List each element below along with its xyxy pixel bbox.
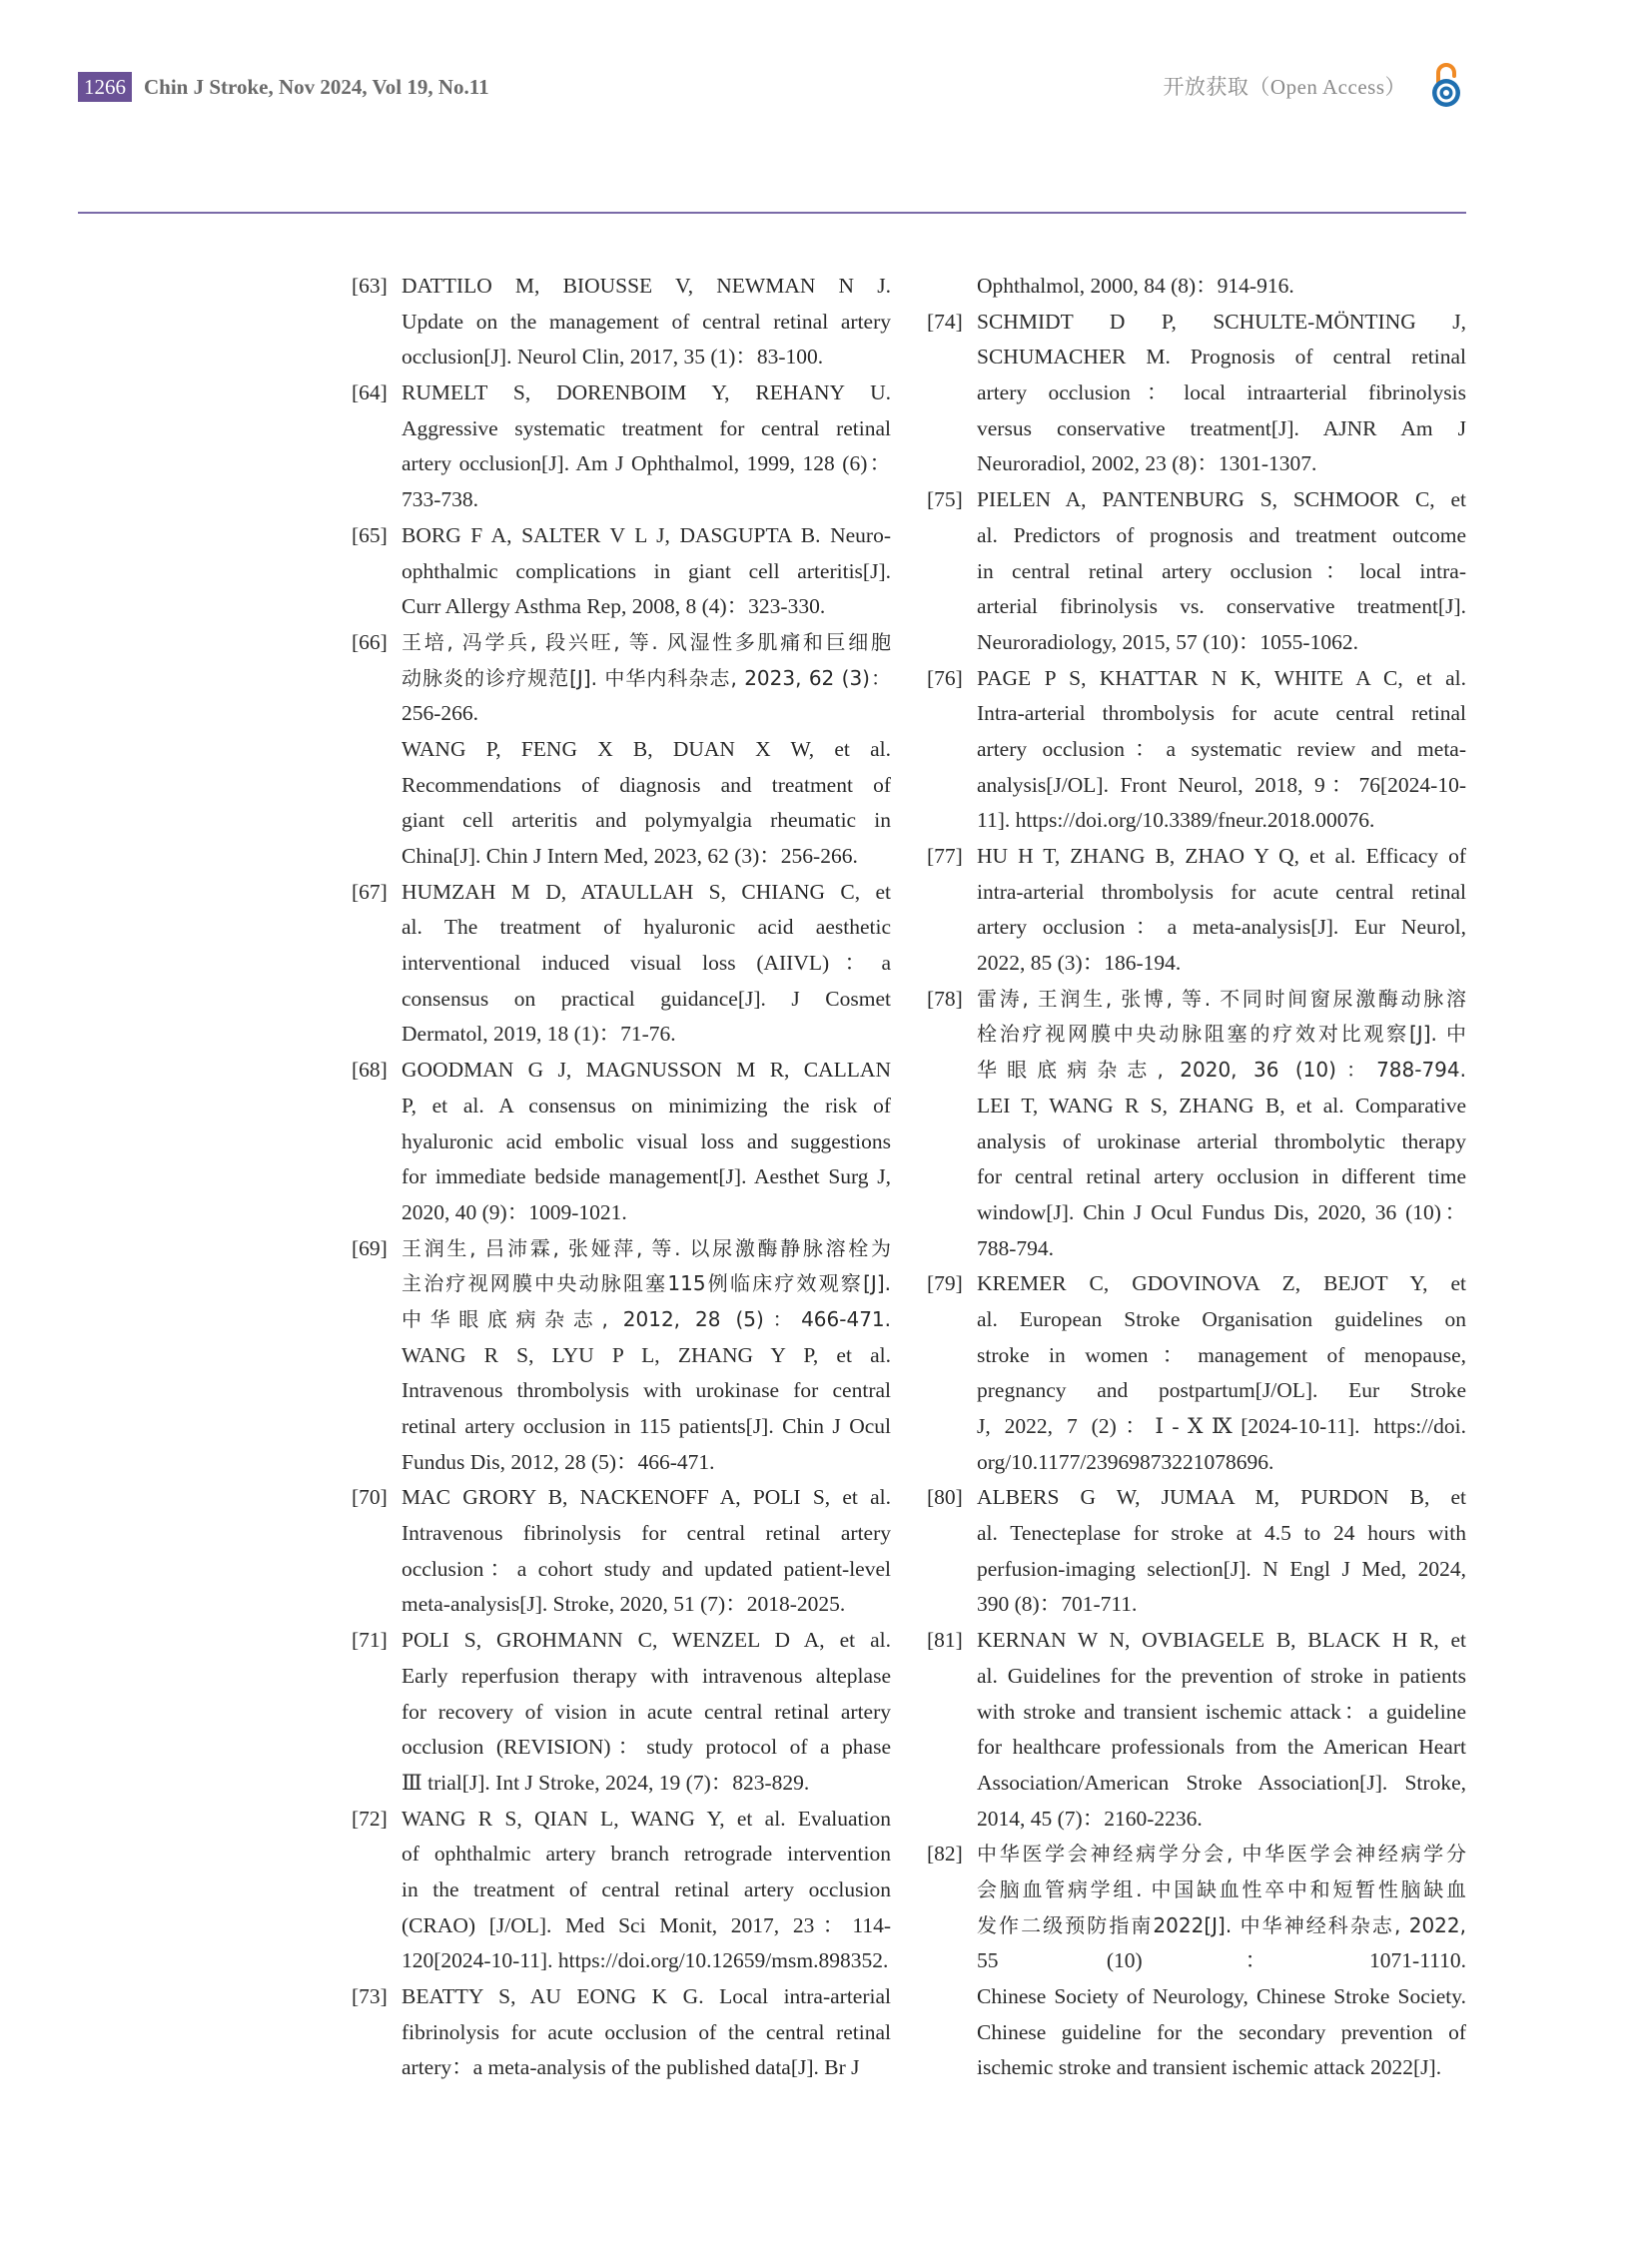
reference-number: [67] [352, 879, 388, 904]
reference-line: P, et al. A consensus on minimizing the risk of [402, 1093, 891, 1118]
reference-item [925, 1837, 1466, 2086]
reference-line: POLI S, GROHMANN C, WENZEL D A, et al. [402, 1628, 891, 1653]
reference-line: WANG R S, QIAN L, WANG Y, et al. Evaluation [402, 1806, 891, 1831]
reference-line: meta-analysis[J]. Stroke, 2020, 51 (7)：2018-2025. [402, 1592, 846, 1617]
reference-line: Intravenous fibrinolysis for central retinal artery [402, 1521, 891, 1546]
reference-line: (CRAO) [J/OL]. Med Sci Monit, 2017, 23：114- [402, 1912, 891, 1937]
reference-number: [72] [352, 1806, 388, 1831]
reference-item [925, 1266, 1466, 1480]
reference-line: al. Guidelines for the prevention of stroke in patients [977, 1663, 1466, 1688]
reference-line: ischemic stroke and transient ischemic attack 2022[J]. [977, 2055, 1442, 2080]
reference-line: analysis[J/OL]. Front Neurol, 2018, 9：76[2024-10- [977, 772, 1466, 797]
reference-line: al. European Stroke Organisation guidelines on [977, 1306, 1466, 1331]
reference-line: occlusion：a cohort study and updated patient-level [402, 1556, 891, 1581]
reference-line: Neuroradiol, 2002, 23 (8)：1301-1307. [977, 451, 1317, 476]
reference-number: [78] [927, 986, 963, 1011]
reference-line: artery occlusion[J]. Am J Ophthalmol, 1999, 128 (6)： [402, 451, 891, 476]
reference-line: KERNAN W N, OVBIAGELE B, BLACK H R, et [977, 1628, 1466, 1653]
reference-line: 主治疗视网膜中央动脉阻塞115例临床疗效观察[J]. [402, 1271, 891, 1296]
reference-line: Ophthalmol, 2000, 84 (8)：914-916. [977, 274, 1294, 298]
reference-number: [71] [352, 1628, 388, 1653]
reference-column-left [350, 269, 891, 2086]
reference-line: artery occlusion：a meta-analysis[J]. Eur Neurol, [977, 915, 1466, 940]
reference-item [350, 1623, 891, 1801]
reference-line: BEATTY S, AU EONG K G. Local intra-arterial [402, 1984, 891, 2008]
reference-line: in central retinal artery occlusion：local intra- [977, 558, 1466, 583]
reference-line: 王润生, 吕沛霖, 张娅萍, 等. 以尿激酶静脉溶栓为 [402, 1235, 891, 1260]
reference-line: 王培, 冯学兵, 段兴旺, 等. 风湿性多肌痛和巨细胞 [402, 629, 891, 654]
reference-item [925, 269, 1466, 305]
reference-line: in the treatment of central retinal artery occlusion [402, 1876, 891, 1901]
reference-number: [64] [352, 380, 388, 405]
reference-number: [80] [927, 1485, 963, 1510]
reference-line: arterial fibrinolysis vs. conservative treatment[J]. [977, 594, 1466, 619]
reference-line: Dermatol, 2019, 18 (1)：71-76. [402, 1022, 676, 1047]
reference-item [925, 982, 1466, 1267]
reference-item [350, 375, 891, 518]
reference-number: [79] [927, 1271, 963, 1296]
reference-line: org/10.1177/23969873221078696. [977, 1449, 1274, 1474]
reference-line: 中华眼底病杂志, 2012, 28 (5)：466-471. [402, 1306, 891, 1331]
reference-line: Update on the management of central retinal artery [402, 309, 891, 334]
reference-number: [73] [352, 1984, 388, 2008]
reference-line: occlusion (REVISION)：study protocol of a phase [402, 1735, 891, 1760]
reference-line: WANG P, FENG X B, DUAN X W, et al. [402, 736, 891, 761]
reference-item [925, 839, 1466, 982]
reference-line: al. Predictors of prognosis and treatment outcome [977, 522, 1466, 547]
reference-line: pregnancy and postpartum[J/OL]. Eur Stroke [977, 1378, 1466, 1403]
reference-line: WANG R S, LYU P L, ZHANG Y P, et al. [402, 1342, 891, 1367]
reference-line: RUMELT S, DORENBOIM Y, REHANY U. [402, 380, 891, 405]
page-number: 1266 [78, 72, 132, 102]
reference-line: for central retinal artery occlusion in different time [977, 1164, 1466, 1189]
reference-line: al. Tenecteplase for stroke at 4.5 to 24 hours with [977, 1521, 1466, 1546]
reference-line: Curr Allergy Asthma Rep, 2008, 8 (4)：323-330. [402, 594, 826, 619]
reference-number: [81] [927, 1628, 963, 1653]
reference-line: GOODMAN G J, MAGNUSSON M R, CALLAN [402, 1058, 891, 1083]
reference-number: [70] [352, 1485, 388, 1510]
reference-line: 动脉炎的诊疗规范[J]. 中华内科杂志, 2023, 62 (3)： [402, 665, 891, 690]
reference-line: LEI T, WANG R S, ZHANG B, et al. Comparative [977, 1093, 1466, 1118]
reference-line: stroke in women：management of menopause, [977, 1342, 1466, 1367]
reference-line: with stroke and transient ischemic attack：a guideline [977, 1699, 1466, 1724]
reference-line: DATTILO M, BIOUSSE V, NEWMAN N J. [402, 274, 891, 298]
reference-line: 256-266. [402, 701, 479, 726]
reference-item [925, 1480, 1466, 1623]
reference-line: artery：a meta-analysis of the published data[J]. Br J [402, 2055, 860, 2080]
reference-line: 2014, 45 (7)：2160-2236. [977, 1806, 1203, 1831]
reference-item [925, 1623, 1466, 1837]
reference-item [925, 482, 1466, 660]
reference-line: HUMZAH M D, ATAULLAH S, CHIANG C, et [402, 879, 891, 904]
reference-line: 120[2024-10-11]. https://doi.org/10.12659/msm.898352. [402, 1948, 889, 1973]
reference-line: 华眼底病杂志, 2020, 36 (10)：788-794. [977, 1058, 1466, 1083]
reference-line: artery occlusion：local intraarterial fibrinolysis [977, 380, 1466, 405]
reference-line: retinal artery occlusion in 115 patients[J]. Chin J Ocul [402, 1414, 891, 1438]
reference-line: Neuroradiology, 2015, 57 (10)：1055-1062. [977, 629, 1358, 654]
reference-line: Intravenous thrombolysis with urokinase for central [402, 1378, 891, 1403]
reference-item [350, 518, 891, 625]
reference-line: Aggressive systematic treatment for central retinal [402, 415, 891, 440]
reference-line: Association/American Stroke Association[J]. Stroke, [977, 1770, 1466, 1795]
reference-line: analysis of urokinase arterial thrombolytic therapy [977, 1128, 1466, 1153]
reference-line: ophthalmic complications in giant cell arteritis[J]. [402, 558, 891, 583]
reference-line: 11]. https://doi.org/10.3389/fneur.2018.00076. [977, 808, 1375, 833]
reference-number: [82] [927, 1842, 963, 1867]
reference-line: PAGE P S, KHATTAR N K, WHITE A C, et al. [977, 665, 1466, 690]
reference-line: 390 (8)：701-711. [977, 1592, 1138, 1617]
reference-number: [74] [927, 309, 963, 334]
page-header [78, 60, 1466, 110]
reference-line: HU H T, ZHANG B, ZHAO Y Q, et al. Efficacy of [977, 844, 1466, 868]
reference-line: 雷涛, 王润生, 张博, 等. 不同时间窗尿激酶动脉溶 [977, 986, 1466, 1011]
reference-number: [68] [352, 1058, 388, 1083]
reference-number: [76] [927, 665, 963, 690]
reference-line: Recommendations of diagnosis and treatment of [402, 772, 891, 797]
reference-line: of ophthalmic artery branch retrograde intervention [402, 1842, 891, 1867]
reference-line: Fundus Dis, 2012, 28 (5)：466-471. [402, 1449, 715, 1474]
reference-line: 栓治疗视网膜中央动脉阻塞的疗效对比观察[J]. 中 [977, 1022, 1466, 1047]
reference-line: 2020, 40 (9)：1009-1021. [402, 1199, 627, 1224]
reference-item [350, 875, 891, 1053]
reference-item [350, 1480, 891, 1623]
reference-item [350, 269, 891, 375]
reference-line: Early reperfusion therapy with intravenous alteplase [402, 1663, 891, 1688]
reference-line: for recovery of vision in acute central retinal artery [402, 1699, 891, 1724]
reference-line: fibrinolysis for acute occlusion of the central retinal [402, 2019, 891, 2044]
reference-line: MAC GRORY B, NACKENOFF A, POLI S, et al. [402, 1485, 891, 1510]
reference-item [925, 661, 1466, 839]
reference-line: 会脑血管病学组. 中国缺血性卒中和短暂性脑缺血 [977, 1876, 1466, 1901]
reference-line: BORG F A, SALTER V L J, DASGUPTA B. Neuro- [402, 522, 891, 547]
header-divider [78, 212, 1466, 214]
reference-line: 55 (10)：1071-1110. [977, 1948, 1466, 1973]
reference-number: [77] [927, 844, 963, 868]
reference-line: 2022, 85 (3)：186-194. [977, 951, 1182, 976]
open-access-label: 开放获取（Open Access） [1163, 75, 1406, 99]
reference-line: for healthcare professionals from the American Heart [977, 1735, 1466, 1760]
reference-item [350, 625, 891, 875]
reference-item [350, 1979, 891, 2086]
reference-line: 中华医学会神经病学分会, 中华医学会神经病学分 [977, 1842, 1466, 1867]
reference-number: [66] [352, 629, 388, 654]
reference-number: [75] [927, 487, 963, 512]
reference-line: consensus on practical guidance[J]. J Cosmet [402, 986, 891, 1011]
reference-line: PIELEN A, PANTENBURG S, SCHMOOR C, et [977, 487, 1466, 512]
reference-line: artery occlusion：a systematic review and meta- [977, 736, 1466, 761]
reference-item [350, 1802, 891, 1979]
reference-line: 发作二级预防指南2022[J]. 中华神经科杂志, 2022, [977, 1912, 1466, 1937]
reference-number: [63] [352, 274, 388, 298]
journal-citation: Chin J Stroke, Nov 2024, Vol 19, No.11 [144, 75, 489, 99]
reference-line: Chinese guideline for the secondary prevention of [977, 2019, 1466, 2044]
reference-line: al. The treatment of hyaluronic acid aesthetic [402, 915, 891, 940]
reference-item [350, 1053, 891, 1230]
reference-line: ALBERS G W, JUMAA M, PURDON B, et [977, 1485, 1466, 1510]
reference-number: [69] [352, 1235, 388, 1260]
reference-line: for immediate bedside management[J]. Aesthet Surg J, [402, 1164, 891, 1189]
reference-line: giant cell arteritis and polymyalgia rheumatic in [402, 808, 891, 833]
reference-line: J, 2022, 7 (2)：Ⅰ-ⅩⅨ[2024-10-11]. https://doi. [977, 1414, 1466, 1438]
reference-line: versus conservative treatment[J]. AJNR Am J [977, 415, 1466, 440]
open-access-lock-icon [1426, 60, 1466, 110]
reference-line: Chinese Society of Neurology, Chinese Stroke Society. [977, 1984, 1466, 2008]
reference-line: intra-arterial thrombolysis for acute central retinal [977, 879, 1466, 904]
reference-line: Ⅲ trial[J]. Int J Stroke, 2024, 19 (7)：823-829. [402, 1770, 810, 1795]
reference-line: window[J]. Chin J Ocul Fundus Dis, 2020, 36 (10)： [977, 1199, 1466, 1224]
reference-line: perfusion-imaging selection[J]. N Engl J Med, 2024, [977, 1556, 1466, 1581]
reference-line: KREMER C, GDOVINOVA Z, BEJOT Y, et [977, 1271, 1466, 1296]
reference-line: China[J]. Chin J Intern Med, 2023, 62 (3)：256-266. [402, 844, 858, 868]
reference-item [925, 305, 1466, 482]
reference-line: hyaluronic acid embolic visual loss and suggestions [402, 1128, 891, 1153]
reference-line: SCHMIDT D P, SCHULTE-MÖNTING J, [977, 309, 1466, 334]
reference-line: Intra-arterial thrombolysis for acute central retinal [977, 701, 1466, 726]
reference-line: 788-794. [977, 1235, 1055, 1260]
reference-item [350, 1231, 891, 1481]
reference-column-right [925, 269, 1466, 2086]
reference-line: interventional induced visual loss (AIIVL)：a [402, 951, 891, 976]
reference-line: occlusion[J]. Neurol Clin, 2017, 35 (1)：83-100. [402, 345, 824, 370]
reference-line: SCHUMACHER M. Prognosis of central retinal [977, 345, 1466, 370]
reference-number: [65] [352, 522, 388, 547]
reference-line: 733-738. [402, 487, 479, 512]
